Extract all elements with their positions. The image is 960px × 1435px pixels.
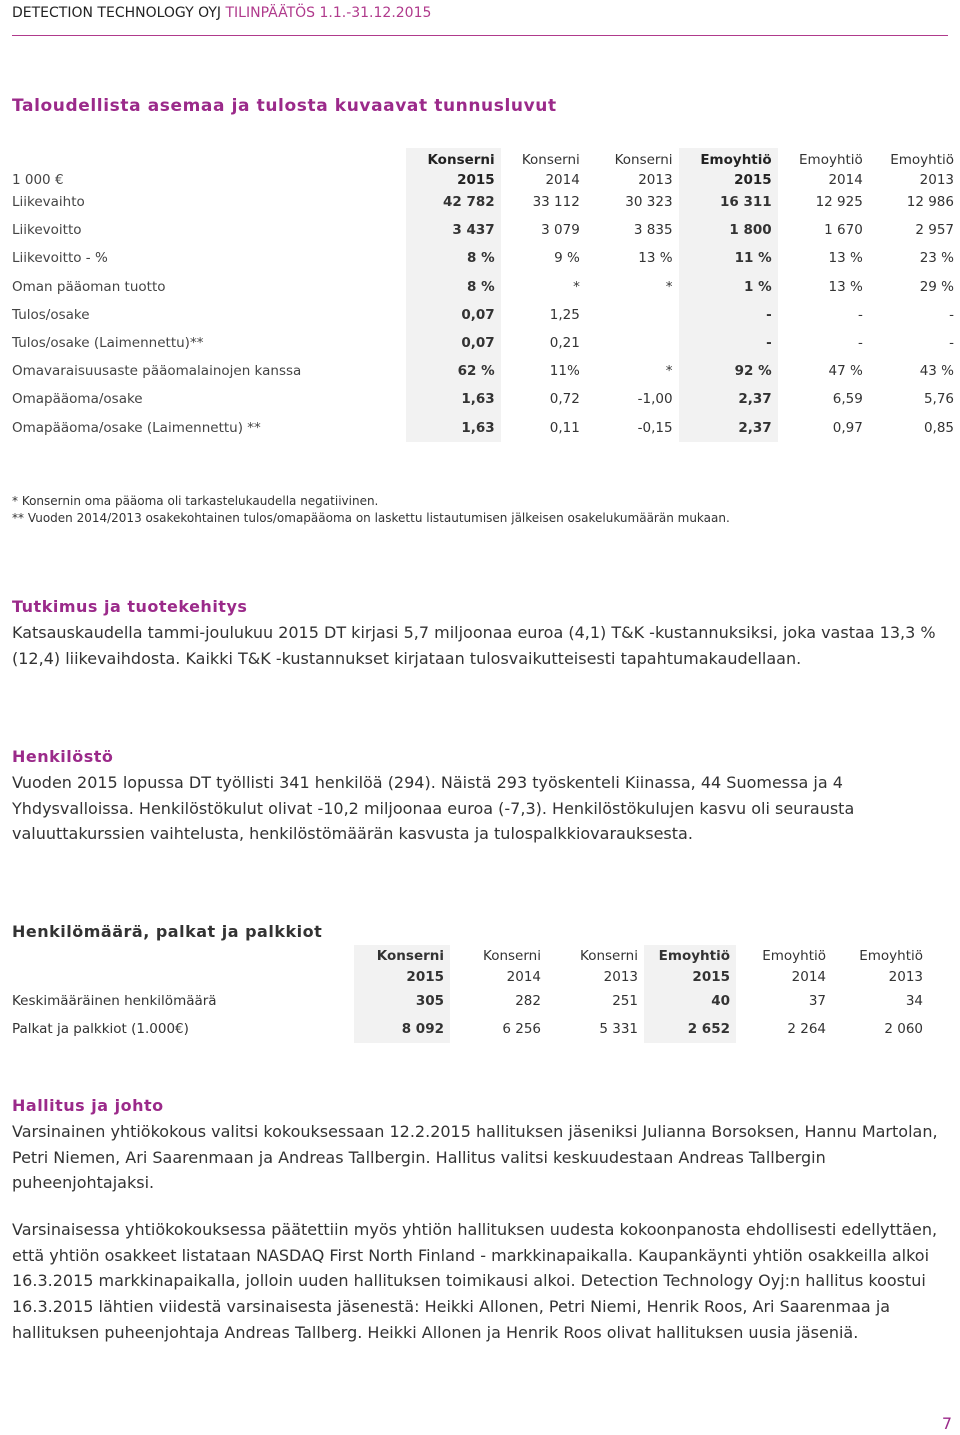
header-row-years [6,168,960,188]
cell: 2 060 [884,1021,923,1037]
cell: 282 [515,993,541,1009]
cell: - [857,335,863,352]
col-group: Konserni [354,945,450,966]
header-row-groups [6,148,960,168]
note: ** Vuoden 2014/2013 osakekohtainen tulos/omapääoma on laskettu listautumisen jälkeisen osakelukumäärän mukaan. [12,511,730,525]
page-number: 7 [941,1414,952,1433]
col-group: Konserni [406,148,501,168]
table-row [6,301,960,329]
cell: 5,76 [923,391,954,408]
cell: 1,63 [406,414,501,442]
table-row [6,385,960,413]
cell: 40 [644,987,736,1015]
table-notes [12,493,730,527]
cell: 305 [354,987,450,1015]
rnd-heading: Tutkimus ja tuotekehitys [12,597,248,616]
page-header [12,5,948,36]
col-group: Emoyhtiö [859,947,923,964]
col-group: Konserni [483,947,541,964]
cell: 13 % [828,278,863,295]
cell: 11% [549,363,580,380]
cell: 6 256 [502,1021,541,1037]
col-year: 2014 [791,968,826,985]
cell: 37 [808,993,826,1009]
row-label: Liikevaihto [12,194,85,211]
col-year: 2015 [406,168,501,188]
note: * Konsernin oma pääoma oli tarkastelukaudella negatiivinen. [12,494,379,508]
cell: - [679,329,778,357]
cell: -0,15 [637,419,673,436]
row-label: Liikevoitto [12,222,82,239]
cell: 0,85 [923,419,954,436]
cell: 8 % [406,244,501,272]
table-row [6,329,960,357]
cell: 13 % [828,250,863,267]
board-heading: Hallitus ja johto [12,1096,164,1115]
col-year: 2015 [679,168,778,188]
cell: 2,37 [679,414,778,442]
row-label: Omapääoma/osake (Laimennettu) ** [12,419,261,436]
table-row [6,188,960,216]
cell: 2 652 [644,1015,736,1043]
cell: - [679,301,778,329]
cell: 34 [905,993,923,1009]
col-group: Konserni [580,947,638,964]
header-row-groups [6,945,929,966]
cell: 0,11 [549,419,580,436]
cell: 1 800 [679,216,778,244]
col-group: Emoyhtiö [890,152,954,168]
staff-paragraph: Vuoden 2015 lopussa DT työllisti 341 henkilöä (294). Näistä 293 työskenteli Kiinassa, 44 Suomessa ja 4 Yhdysvalloissa. Henkilöstökulut olivat -10,2 miljoonaa euroa (-7,3). Henkilöstökulujen kasvu oli seurausta valuuttakurssien vaihtelusta, henkilöstömäärän kasvusta ja tulospalkkiovarauksesta. [12,773,855,844]
col-group: Emoyhtiö [644,945,736,966]
cell: 3 437 [406,216,501,244]
cell: 8 092 [354,1015,450,1043]
row-label: Liikevoitto - % [12,250,108,267]
table-row [6,244,960,272]
row-label: Omavaraisuusaste pääomalainojen kanssa [12,363,302,380]
cell: 23 % [919,250,954,267]
col-year: 2013 [919,172,954,188]
col-group: Konserni [614,152,673,168]
cell: 0,07 [406,301,501,329]
cell: 9 % [554,250,580,267]
cell: 3 079 [541,222,580,239]
cell: 1 670 [824,222,863,239]
table-row [6,216,960,244]
personnel-table [6,945,929,1043]
cell: 0,21 [549,335,580,352]
row-label: Tulos/osake (Laimennettu)** [12,335,204,352]
cell: 2,37 [679,385,778,413]
rnd-paragraph: Katsauskaudella tammi-joulukuu 2015 DT kirjasi 5,7 miljoonaa euroa (4,1) T&K -kustannuksiksi, joka vastaa 13,3 % (12,4) liikevaihdosta. Kaikki T&K -kustannukset kirjataan tulosvaikutteisesti tapahtumakaudellaan. [12,623,936,668]
cell: 13 % [638,250,673,267]
row-label: Palkat ja palkkiot (1.000€) [12,1021,189,1037]
col-year: 2014 [506,968,541,985]
header-row-years [6,966,929,987]
cell: 0,72 [549,391,580,408]
table-row [6,273,960,301]
cell: * [573,278,580,295]
col-group: Konserni [521,152,580,168]
cell: 1,63 [406,385,501,413]
table-row [6,357,960,385]
cell: 30 323 [625,194,673,211]
table-row [6,1015,929,1043]
table-row [6,414,960,442]
col-year: 2015 [644,966,736,987]
cell: 3 835 [633,222,673,239]
row-label: Tulos/osake [12,306,90,323]
staff-heading: Henkilöstö [12,747,114,766]
cell [586,301,679,329]
row-label: Keskimääräinen henkilömäärä [12,993,217,1009]
cell: 62 % [406,357,501,385]
cell: - [949,306,954,323]
header-company: DETECTION TECHNOLOGY OYJ [12,5,222,21]
key-figures-title: Taloudellista asemaa ja tulosta kuvaavat tunnusluvut [12,96,557,116]
cell: - [949,335,954,352]
table-row [6,987,929,1015]
cell: 11 % [679,244,778,272]
board-paragraph-1: Varsinainen yhtiökokous valitsi kokouksessaan 12.2.2015 hallituksen jäseniksi Julianna Borsoksen, Hannu Martolan, Petri Niemen, Ari Saarenmaan ja Andreas Tallbergin. Hallitus valitsi keskuudestaan Andreas Tallbergin puheenjohtajaksi. [12,1122,938,1193]
cell: 42 782 [406,188,501,216]
cell: 33 112 [532,194,580,211]
col-year: 2013 [638,172,673,188]
cell: 1,25 [549,306,580,323]
cell: 1 % [679,273,778,301]
cell: 251 [612,993,638,1009]
col-year: 2015 [354,966,450,987]
col-year: 2014 [828,172,863,188]
cell: - [857,306,863,323]
unit-label: 1 000 € [12,172,64,188]
col-group: Emoyhtiö [679,148,778,168]
row-label: Oman pääoman tuotto [12,278,166,295]
cell: * [665,278,673,295]
col-group: Emoyhtiö [799,152,863,168]
row-label: Omapääoma/osake [12,391,143,408]
cell: 12 986 [906,194,954,211]
cell: 6,59 [832,391,863,408]
cell: 47 % [828,363,863,380]
header-period: TILINPÄÄTÖS 1.1.-31.12.2015 [225,5,432,21]
cell: 2 264 [787,1021,826,1037]
col-year: 2013 [888,968,923,985]
board-paragraph-2: Varsinaisessa yhtiökokouksessa päätettiin myös yhtiön hallituksen uudesta kokoonpanosta ehdollisesti edellyttäen, että yhtiön osakkeet listataan NASDAQ First North Finland - markkinapaikalla. Kaupankäynti yhtiön osakkeilla alkoi 16.3.2015 markkinapaikalla, jolloin uuden hallituksen toimikausi alkoi. Detection Technology Oyj:n hallitus koostui 16.3.2015 lähtien viidestä varsinaisesta jäsenestä: Heikki Allonen, Petri Niemi, Henrik Roos, Ari Saarenmaa ja hallituksen puheenjohtaja Andreas Tallberg. Heikki Allonen ja Henrik Roos olivat hallituksen uusia jäseniä. [12,1220,938,1342]
cell: -1,00 [637,391,673,408]
cell: 0,97 [832,419,863,436]
col-year: 2014 [545,172,580,188]
cell: 43 % [919,363,954,380]
cell [586,329,679,357]
col-group: Emoyhtiö [762,947,826,964]
cell: 2 957 [915,222,954,239]
cell: 5 331 [599,1021,638,1037]
key-figures-table [6,148,960,442]
cell: 0,07 [406,329,501,357]
col-year: 2013 [603,968,638,985]
cell: 92 % [679,357,778,385]
cell: 8 % [406,273,501,301]
cell: 12 925 [815,194,863,211]
cell: * [665,363,673,380]
personnel-table-heading: Henkilömäärä, palkat ja palkkiot [12,922,323,941]
cell: 29 % [919,278,954,295]
cell: 16 311 [679,188,778,216]
